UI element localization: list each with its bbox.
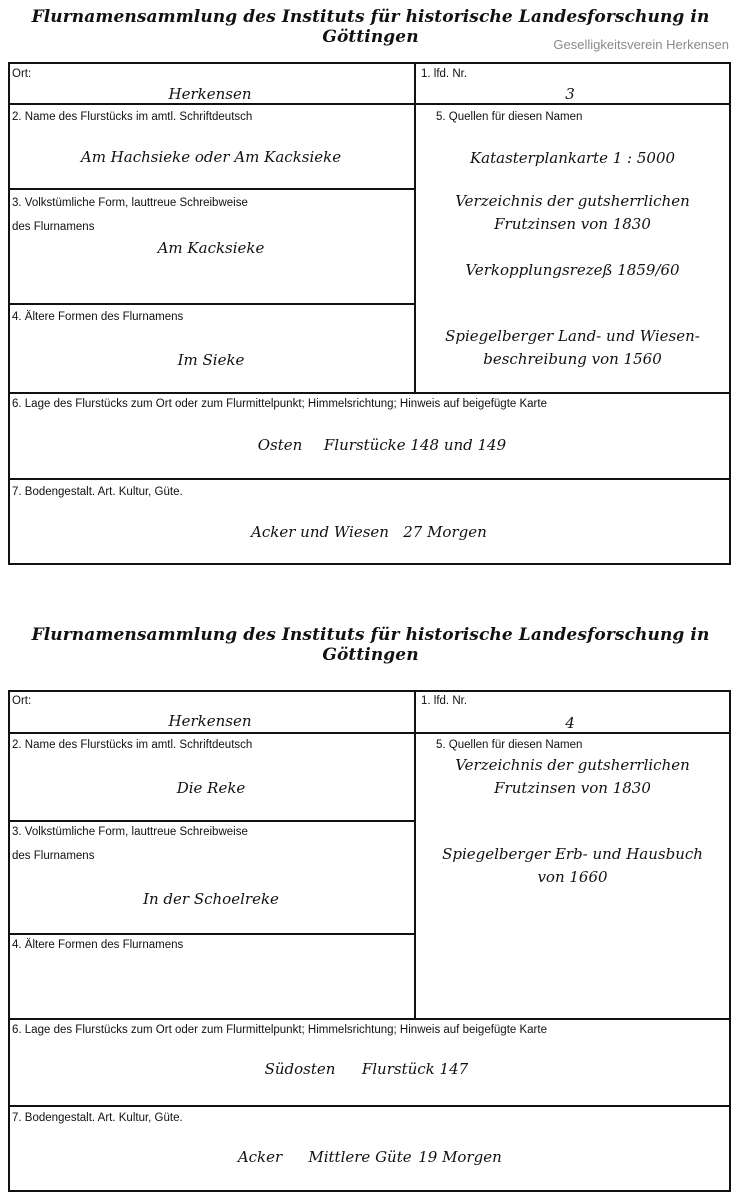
- card-2-divider-lage: [8, 1018, 731, 1020]
- card-1-label-lage: 6. Lage des Flurstücks zum Ort oder zum Flurmittelpunkt; Himmelsrichtung; Hinweis auf beigefügte Karte: [12, 398, 547, 410]
- card-2-border-top: [8, 690, 731, 692]
- card-2-label-boden: 7. Bodengestalt. Art. Kultur, Güte.: [12, 1112, 183, 1124]
- card-1-value-boden-art: Acker und Wiesen: [251, 523, 389, 541]
- card-1-label-volk-2: des Flurnamens: [12, 221, 95, 233]
- card-2-value-boden-groesse: 19 Morgen: [418, 1148, 502, 1166]
- card-2-divider-ort: [8, 732, 731, 734]
- card-1-label-boden: 7. Bodengestalt. Art. Kultur, Güte.: [12, 486, 183, 498]
- association-name: Geselligkeitsverein Herkensen: [553, 37, 729, 52]
- card-1-quelle-6: beschreibung von 1560: [483, 350, 662, 368]
- card-2-border-bottom: [8, 1190, 731, 1192]
- card-1-value-lage-direction: Osten: [257, 436, 303, 454]
- card-1-quelle-1: Katasterplankarte 1 : 5000: [469, 149, 676, 167]
- card-2-quelle-1: Verzeichnis der gutsherrlichen: [455, 756, 690, 774]
- card-1-label-lfd: 1. lfd. Nr.: [421, 68, 468, 80]
- card-2-label-name: 2. Name des Flurstücks im amtl. Schriftdeutsch: [12, 739, 253, 751]
- card-1-quelle-2: Verzeichnis der gutsherrlichen: [455, 192, 690, 210]
- card-2-label-quellen: 5. Quellen für diesen Namen: [436, 739, 583, 751]
- card-2-title: Flurnamensammlung des Instituts für historische Landesforschung in Göttingen: [31, 625, 710, 665]
- card-2-value-name: Die Reke: [176, 779, 246, 797]
- card-1-label-ort: Ort:: [12, 68, 32, 80]
- card-1-border-top: [8, 62, 731, 64]
- card-2-divider-boden: [8, 1105, 731, 1107]
- card-2-border-right: [729, 690, 731, 1191]
- card-2-divider-volk: [8, 933, 415, 935]
- card-1-label-quellen: 5. Quellen für diesen Namen: [436, 111, 583, 123]
- card-1-value-volk: Am Kacksieke: [157, 239, 265, 257]
- card-2-label-lage: 6. Lage des Flurstücks zum Ort oder zum Flurmittelpunkt; Himmelsrichtung; Hinweis auf beigefügte Karte: [12, 1024, 547, 1036]
- card-2-border-left: [8, 690, 10, 1191]
- card-2-quelle-3: Spiegelberger Erb- und Hausbuch: [442, 845, 703, 863]
- card-1-label-volk-1: 3. Volkstümliche Form, lauttreue Schreibweise: [12, 197, 248, 209]
- card-1-label-name: 2. Name des Flurstücks im amtl. Schriftdeutsch: [12, 111, 253, 123]
- card-1-column-divider: [414, 62, 416, 393]
- card-2-value-ort: Herkensen: [168, 712, 252, 730]
- card-2-value-lfd: 4: [565, 714, 575, 732]
- card-2-divider-name: [8, 820, 415, 822]
- card-1-value-boden-groesse: 27 Morgen: [403, 523, 487, 541]
- card-1-divider-boden: [8, 478, 731, 480]
- card-2-label-ort: Ort:: [12, 695, 32, 707]
- card-1-divider-lage: [8, 392, 731, 394]
- card-2-value-lage-flurstueck: Flurstück 147: [361, 1060, 469, 1078]
- card-1-border-right: [729, 62, 731, 564]
- card-1-quelle-3: Frutzinsen von 1830: [494, 215, 651, 233]
- card-1-label-aeltere: 4. Ältere Formen des Flurnamens: [12, 311, 184, 323]
- card-1-quelle-5: Spiegelberger Land- und Wiesen-: [445, 327, 700, 345]
- card-2-value-lage-direction: Südosten: [264, 1060, 336, 1078]
- card-2-label-aeltere: 4. Ältere Formen des Flurnamens: [12, 939, 184, 951]
- card-2-value-volk: In der Schoelreke: [143, 890, 279, 908]
- card-1-border-bottom: [8, 563, 731, 565]
- card-2-label-lfd: 1. lfd. Nr.: [421, 695, 468, 707]
- card-1-value-name: Am Hachsieke oder Am Kacksieke: [80, 148, 342, 166]
- card-2-quelle-2: Frutzinsen von 1830: [494, 779, 651, 797]
- card-2-quelle-4: von 1660: [537, 868, 608, 886]
- card-2-value-boden-art: Acker: [237, 1148, 283, 1166]
- card-1-value-lfd: 3: [565, 85, 575, 103]
- card-1-value-ort: Herkensen: [168, 85, 252, 103]
- card-1-divider-name: [8, 188, 415, 190]
- card-1-divider-volk: [8, 303, 415, 305]
- card-1-value-lage-flurstueck: Flurstücke 148 und 149: [323, 436, 507, 454]
- card-1-quelle-4: Verkopplungsrezeß 1859/60: [465, 261, 680, 279]
- card-2-label-volk-1: 3. Volkstümliche Form, lauttreue Schreibweise: [12, 826, 248, 838]
- card-1-value-aeltere: Im Sieke: [177, 351, 245, 369]
- card-2-value-boden-guete: Mittlere Güte: [308, 1148, 412, 1166]
- card-1-title: Flurnamensammlung des Instituts für historische Landesforschung in Göttingen: [31, 7, 710, 47]
- card-2-column-divider: [414, 690, 416, 1019]
- card-1-border-left: [8, 62, 10, 564]
- card-2-label-volk-2: des Flurnamens: [12, 850, 95, 862]
